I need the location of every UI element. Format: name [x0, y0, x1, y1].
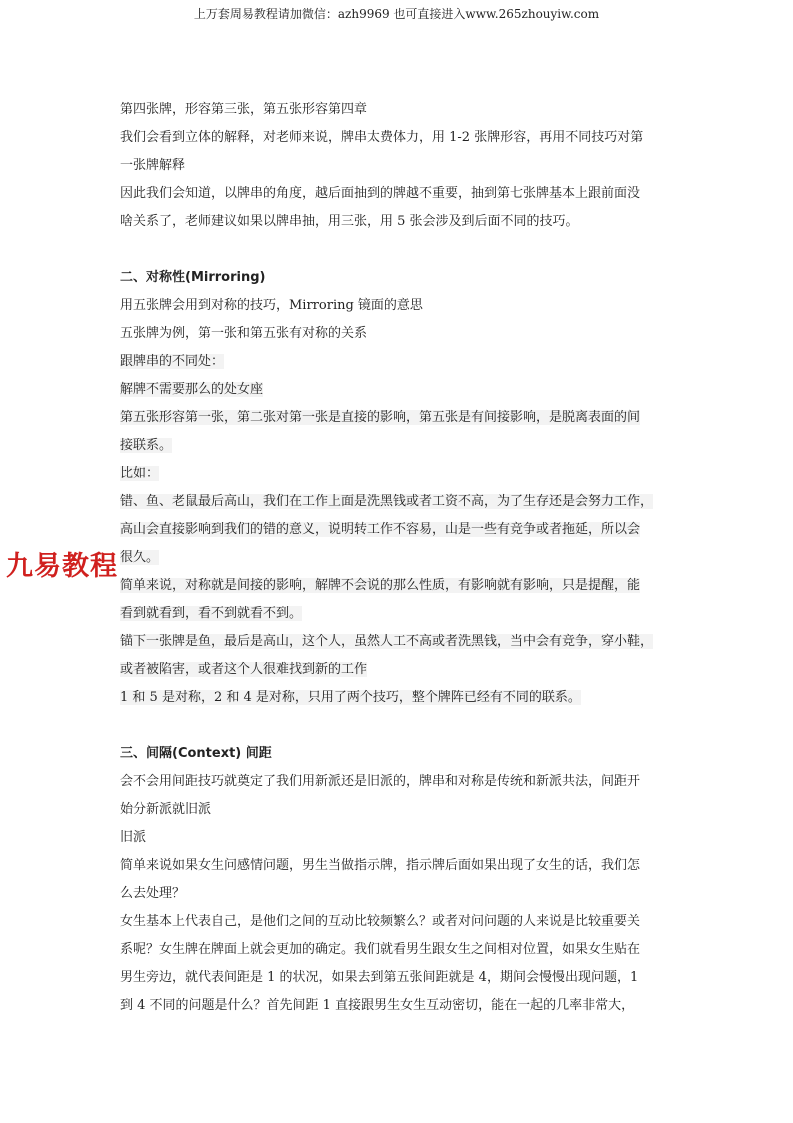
line-text: 看到就看到，看不到就看不到。 — [120, 606, 303, 621]
paragraph-line: 女生基本上代表自己，是他们之间的互动比较频繁么？或者对问问题的人来说是比较重要关 — [120, 914, 641, 929]
paragraph-line: 一张牌解释 — [120, 158, 186, 173]
paragraph-line — [120, 516, 680, 544]
document-body — [120, 96, 680, 1020]
paragraph-line: 因此我们会知道，以牌串的角度，越后面抽到的牌越不重要，抽到第七张牌基本上跟前面没 — [120, 186, 641, 201]
paragraph-line — [120, 348, 680, 376]
paragraph-line — [120, 488, 680, 516]
paragraph-line: 男生旁边，就代表间距是 1 的状况，如果去到第五张间距就是 4，期间会慢慢出现问题，1 — [120, 970, 639, 985]
section-heading-context: 三、间隔(Context) 间距 — [120, 746, 272, 761]
line-text: 很久。 — [120, 550, 160, 565]
paragraph-line: 五张牌为例，第一张和第五张有对称的关系 — [120, 326, 368, 341]
line-text: 错、鱼、老鼠最后高山，我们在工作上面是洗黑钱或者工资不高，为了生存还是会努力工作， — [120, 494, 654, 509]
paragraph-line — [120, 600, 680, 628]
line-text: 比如： — [120, 466, 160, 481]
paragraph-line: 始分新派就旧派 — [120, 802, 212, 817]
paragraph-line: 会不会用间距技巧就奠定了我们用新派还是旧派的，牌串和对称是传统和新派共法，间距开 — [120, 774, 641, 789]
paragraph-line: 用五张牌会用到对称的技巧，Mirroring 镜面的意思 — [120, 298, 423, 313]
paragraph-line: 系呢？女生牌在牌面上就会更加的确定。我们就看男生跟女生之间相对位置，如果女生贴在 — [120, 942, 641, 957]
paragraph-line: 旧派 — [120, 830, 147, 845]
paragraph-line: 我们会看到立体的解释，对老师来说，牌串太费体力，用 1-2 张牌形容，再用不同技巧对第 — [120, 130, 644, 145]
paragraph-line: 么去处理？ — [120, 886, 186, 901]
paragraph-line — [120, 376, 680, 404]
line-text: 接联系。 — [120, 438, 173, 453]
paragraph-line — [120, 628, 680, 656]
paragraph-line — [120, 684, 680, 712]
paragraph-line — [120, 404, 680, 432]
line-text: 第五张形容第一张，第二张对第一张是直接的影响，第五张是有间接影响，是脱离表面的间 — [120, 410, 641, 425]
section-heading-mirroring: 二、对称性(Mirroring) — [120, 270, 266, 285]
line-text: 跟牌串的不同处： — [120, 354, 225, 369]
paragraph-line — [120, 572, 680, 600]
watermark-logo: 九易教程 — [6, 551, 118, 582]
paragraph-line: 到 4 不同的问题是什么？首先间距 1 直接跟男生女生互动密切，能在一起的几率非常大， — [120, 998, 635, 1013]
line-text: 或者被陷害，或者这个人很难找到新的工作 — [120, 662, 368, 677]
paragraph-line: 第四张牌，形容第三张，第五张形容第四章 — [120, 102, 368, 117]
paragraph-line — [120, 544, 680, 572]
paragraph-line — [120, 432, 680, 460]
page-header: 上万套周易教程请加微信：azh9969 也可直接进入www.265zhouyiw.com — [193, 7, 600, 21]
line-text: 解牌不需要那么的处女座 — [120, 382, 264, 397]
line-text: 简单来说，对称就是间接的影响，解牌不会说的那么性质，有影响就有影响，只是提醒，能 — [120, 578, 641, 593]
section-gap — [120, 236, 680, 264]
line-text: 1 和 5 是对称，2 和 4 是对称，只用了两个技巧，整个牌阵已经有不同的联系。 — [120, 690, 581, 705]
paragraph-line — [120, 656, 680, 684]
line-text: 高山会直接影响到我们的错的意义，说明转工作不容易，山是一些有竞争或者拖延，所以会 — [120, 522, 641, 537]
paragraph-line: 简单来说如果女生问感情问题，男生当做指示牌，指示牌后面如果出现了女生的话，我们怎 — [120, 858, 641, 873]
section-gap — [120, 712, 680, 740]
paragraph-line — [120, 460, 680, 488]
paragraph-line: 啥关系了，老师建议如果以牌串抽，用三张，用 5 张会涉及到后面不同的技巧。 — [120, 214, 579, 229]
line-text: 锚下一张牌是鱼，最后是高山，这个人，虽然人工不高或者洗黑钱，当中会有竞争，穿小鞋， — [120, 634, 654, 649]
